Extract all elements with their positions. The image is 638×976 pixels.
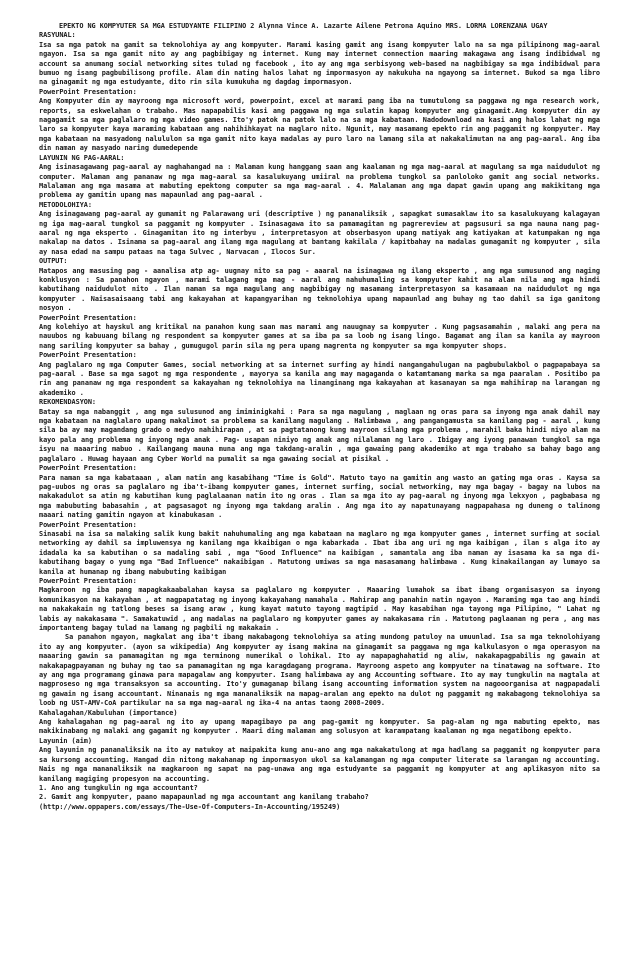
document-body (39, 22, 600, 812)
section-heading: REKOMENDASYON: (39, 398, 96, 407)
body-paragraph: Ang layunin ng pananaliksik na ito ay matukoy at maipakita kung anu-ano ang mga nakakatulong at mga hadlang sa paggamit ng kompyuter para sa kursong accounting. Hangad din nitong makahanap ng impormasyon ukol sa kalamangan ng mga computer literate sa larangan ng accounting. Nais ng mga mananaliksik na magkaroon ng sapat na pag-unawa ang mga estudyante sa paggamit ng kompyuter at ang aplikasyon nito sa kanilang magiging propesyon na accounting. (39, 746, 600, 783)
section-heading: 2. Gamit ang kompyuter, paano mapapaunlad ng mga accountant ang kanilang trabaho? (39, 793, 369, 802)
section-heading: PowerPoint Presentation: (39, 576, 137, 585)
body-paragraph: Para naman sa mga kabataaan , alam natin ang kasabihang "Time is Gold". Matuto tayo na gamitin ang wasto an gating mga oras . Kaysa sa pag-uubos ng oras sa paglalaro ng iba't-ibang kompyuter games, internet surfing, social networking, may mga bagay - bagay na lubos na makakadulot sa atin ng kabutihan kung paglalaanan natin ito ng oras . Ilan sa mga ito ay pag-aaral ng inyong mga lekxyon , pagbabasa ng mga mabubuting babasahin , at pagsasagot ng inyong mga takdang aralin . Ang mga ito ay napatunayang nagpapahasa ng duneng o talinong maaari nating gamitin ngayon at kinabukasan . (39, 473, 600, 520)
section-heading: PowerPoint Presentation: (39, 520, 137, 529)
section-heading: Kahalagahan/Kabuluhan (importance) (39, 708, 178, 717)
body-paragraph: Ang isinasagawang pag-aaral ay naghahangad na : Malaman kung hanggang saan ang kaalaman ng mga mag-aaral at magulang sa mga naidudulot ng computer. Malaman ang pananaw ng mga mag-aaral sa kasalukuyang umiiral na problema tungkol sa panloloko gamit ang social networks. Malalaman ang mga masama at mabuting epektong computer sa mga mag-aaral . 4. Malalaman ang mga dapat gawin upang ang makikitang mga problema ay gamitin upang mas mapaunlad ang pag-aaral . (39, 163, 600, 200)
body-paragraph: Ang paglalaro ng mga Computer Games, social networking at sa internet surfing ay hindi nangangahulugan na pagbubulakbol o pagpapabaya sa pag-aaral . Base sa mga sagot ng mga respondente , mayorya sa kanila ang may magaganda o katamtamang marka sa mga paaralan . Positibo pa rin ang pananaw ng mga respondent sa kakayahan ng teknolohiya na linanginang mga kakayahan at kasanayan sa mga mahihirap na larangan ng akademiko . (39, 360, 600, 397)
body-paragraph: Batay sa mga nabanggit , ang mga sulusunod ang imiminigkahi : Para sa mga magulang , maglaan ng oras para sa inyong mga anak dahil may mga kabataan na naglalaro upang makalimot sa problema sa kanilang magulang . Halimbawa , ang pangangamusta sa kanilang pag - aaral , kung sila ba ay may magandang grado o medyo nahihirapan , at sa pagtatanong kung mayroon silang mga problema , marahil baka hindi niyo alam na kayo pala ang problema ng inyong mga anak . Pag- usapan niniyo ng anak ang nilalaman ng laro . Ibigay ang iyong panawan tungkol sa mga isyu na maaaring mabuo . Kailangang mauna muna ang mga takdang-aralin , mga gawaing pang akademiko at mga trabaho sa bahay bago ang paglalaro . Huwag hayaan ang Cyber World na pumalit sa mga gawaing social at pisikal . (39, 407, 600, 463)
section-heading: PowerPoint Presentation: (39, 351, 137, 360)
body-paragraph: Ang kolehiyo at hayskul ang kritikal na panahon kung saan mas marami ang nauugnay sa kompyuter . Kung pagsasamahin , malaki ang pera na nauubos ng kabuuang bilang ng respondent sa kompyuter games at sa iba pa sa loob ng isang lingo. Bagamat ang ilan sa kanila ay mayroon nang sariling kompyuter sa bahay , gumugugol parin sila ng pera upang magrenta ng kompyuter sa mga kompyuter shops. (39, 323, 600, 350)
section-heading: LAYUNIN NG PAG-AARAL: (39, 153, 125, 162)
section-heading: PowerPoint Presentation: (39, 87, 137, 96)
paragraph-list (39, 31, 600, 812)
section-heading: (http://www.oppapers.com/essays/The-Use-Of-Computers-In-Accounting/195249) (39, 802, 341, 811)
body-paragraph: Ang Kompyuter din ay mayroong mga microsoft word, powerpoint, excel at marami pang iba na tumutulong sa paggawa ng mga research work, reports, sa eskwelahan o trabaho. Mas napapabilis kasi ang paggawa ng mga sulatin kapag kompyuter ang ginagamit.Ang kompyuter din ay nagagamit sa mga paglalaro ng mga video games. Ito'y patok na patok lalo na sa mga kabataan. Nadodownload na kasi ang halos lahat ng mga laro sa kompyuter kaya maraming kabataan ang nahihihkayat na maglaro nito. Ngunit, may masamang epekto rin ang paggamit ng kompyuter. May mga kabataan na masyadong nalululon sa mga gamit nito kaya madalas ay puro laro na lamang sila at nakakalimutan na ang pag-aaral. Ang iba din naman ay masyado naring dumedepende (39, 97, 600, 153)
body-paragraph: Sinasabi na isa sa malaking salik kung bakit nahuhumaling ang mga kabataan na maglaro ng mga kompyuter games , internet surfing at social networking ay dahil sa impluwensya ng kanilang mga kkaibigan o mga kabarkada . Ibat iba ang uri ng mga kaibigan , ilan s alga ito ay idadala ka sa kabutihan o sa madaling sabi , mga "Good Influence" na kaibigan , samantala ang iba naman ay isasama ka sa mga di-kabutihang bagay o yung mga "Bad Influence" nakaibigan . Matutong umiwas sa mga masasamang halimbawa . Kung kinakailangan ay lumayo sa kanila at humanap ng ibang mabubuting kaibigan (39, 529, 600, 576)
section-heading: OUTPUT: (39, 257, 68, 266)
section-heading: 1. Ano ang tungkulin ng mga accountant? (39, 783, 198, 792)
section-heading: Layunin (aim) (39, 736, 92, 745)
body-paragraph: Sa panahon ngayon, magkalat ang iba't ibang makabagong teknolohiya sa ating mundong patuloy na umuunlad. Isa sa mga teknolohiyang ito ay ang kompyuter. (ayon sa wikipedia) Ang kompyuter ay isang makina na ginagamit sa paggawa ng mga kalkulasyon o mga operasyon na maaaring gawin sa pamamagitan ng mga terminong numerikal o lohikal. Ito ay napapaghahatid ng aliw, nakakapagpabilis ng gawain at nakakapagpayaman ng buhay ng tao sa pamamagitan ng mga karagdagang programa. Mayroong aspeto ang kompyuter na tinatawag na software. Ito ay ang mga programang ginawa para mapagalaw ang kompyuter. Isang halimbawa ay ang Accounting software. Ito ay may tungkulin na magtala at magproseso ng mga transaksyon sa accounting. Ito'y gumaganap bilang isang accounting information system na nagooorganisa at nagpapadali ng gawain ng isang accountant. Ninanais ng mga mananaliksik na mapag-aralan ang epekto na dulot ng paggamit ng makabagong teknolohiya sa loob ng UST-AMV-CoA partikular na sa mga mag-aaral ng ika-4 na antas taong 2008-2009. (39, 633, 600, 708)
section-heading: PowerPoint Presentation: (39, 313, 137, 322)
body-paragraph: Matapos ang masusing pag - aanalisa atp ag- uugnay nito sa pag - aaaral na isinagawa ng ilang eksperto , ang mga sumusunod ang naging konklusyon : Sa panahon ngayon , marami talagang mga mag - aaral ang nahuhumaling sa kompyuter kahit na alam nila ang mga hindi kabutihang naidudulot nito . Ilan naman sa mga magulang ang nagbibigay ng masamang interpretasyon sa kasamaan na naidudulot ng mga kompyuter . Naisasaisaang tabi ang kakayahan at kapangyarihan ng teknolohiya upang mapaunlad ang buhay ng tao dahil sa iga ganitong nosyon . (39, 266, 600, 313)
body-paragraph: Ang isinagawang pag-aaral ay gumamit ng Palarawang uri (descriptive ) ng pananaliksik , sapagkat sumasaklaw ito sa kasalukuyang kalagayan ng iga mag-aaral tungkol sa paggamit ng kompyuter . Isinasagawa ito sa pamamagitan ng pagrereview at pagsusuri sa mga nauna nang pag-aaral ng mga eksperto . Ginagamitan ito ng interbyu , interpretasyon at obserbasyon upang matiyak ang katiyakan at katumpakan ng mga nakalap na datos . Isinama sa pag-aaral ang ilang mga magulang at bantang kakilala / kapitbahay na madalas gumagamit ng kompyuter , sila ay nasa edad na sampu pataas na taga Sulvec , Narvacan , Ilocos Sur. (39, 210, 600, 256)
section-heading: PowerPoint Presentation: (39, 464, 137, 473)
body-paragraph: Magkaroon ng iba pang mapagkakaabalahan kaysa sa paglalaro ng kompyuter . Maaaring lumahok sa ibat ibang organisasyon sa inyong komunikasyon na kakayahan , at nagpapatatag ng inyong kakayahang mamahala . Mahirap ang panahin natin ngayon . Maraming mga tao ang hindi na nakakakain ng tatlong beses sa isang araw , kung kayat matuto tayong magtipid . May kasabihan nga tayong mga Pilipino, " Lahat ng labis ay nakakasama ". Samakatuwid , ang madalas na paglalaro ng kompyuter games ay nakakasama rin . Matutong paglaanan ng pera , ang mas importanteng bagay tulad na lamang ng pagbili ng makakain . (39, 586, 600, 632)
section-heading: METODOLOHIYA: (39, 200, 92, 209)
document-title: EPEKTO NG KOMPYUTER SA MGA ESTUDYANTE FILIPINO 2 Alynna Vince A. Lazarte Ailene Petrona Aquino MRS. LORMA LORENZANA UGAY (59, 22, 548, 30)
section-heading: RASYUNAL: (39, 31, 76, 40)
body-paragraph: Ang kahalagahan ng pag-aaral ng ito ay upang mapagibayo pa ang pag-gamit ng kompyuter. Sa pag-alam ng mga mabuting epekto, mas makikinabang ng malaki ang gagamit ng kompyuter . Maari ding malaman ang solusyon at karampatang kaalaman ng mga negatibong epekto. (39, 718, 600, 736)
body-paragraph: Isa sa mga patok na gamit sa teknolohiya ay ang kompyuter. Marami kasing gamit ang isang kompyuter lalo na sa mga pilipinong mag-aaral ngayon. Isa sa mga gamit nito ay ang pagbibigay ng internet. Kung may internet connection maaring makagawa ang isang indibidwal ng account sa anumang social networking sites tulad ng facebook , ito ay ang mga serbisyong web-based na nagbibigay sa mga indibidwal para bumuo ng isang pagbubilisong profile. Alam din nating halos lahat ng impormasyon ay nakukuha na ngayong sa internet. Bukod sa mga libro na ginagamit ng mga estudyante, dito rin sila kumukuha ng dagdag impormasyon. (39, 40, 600, 87)
